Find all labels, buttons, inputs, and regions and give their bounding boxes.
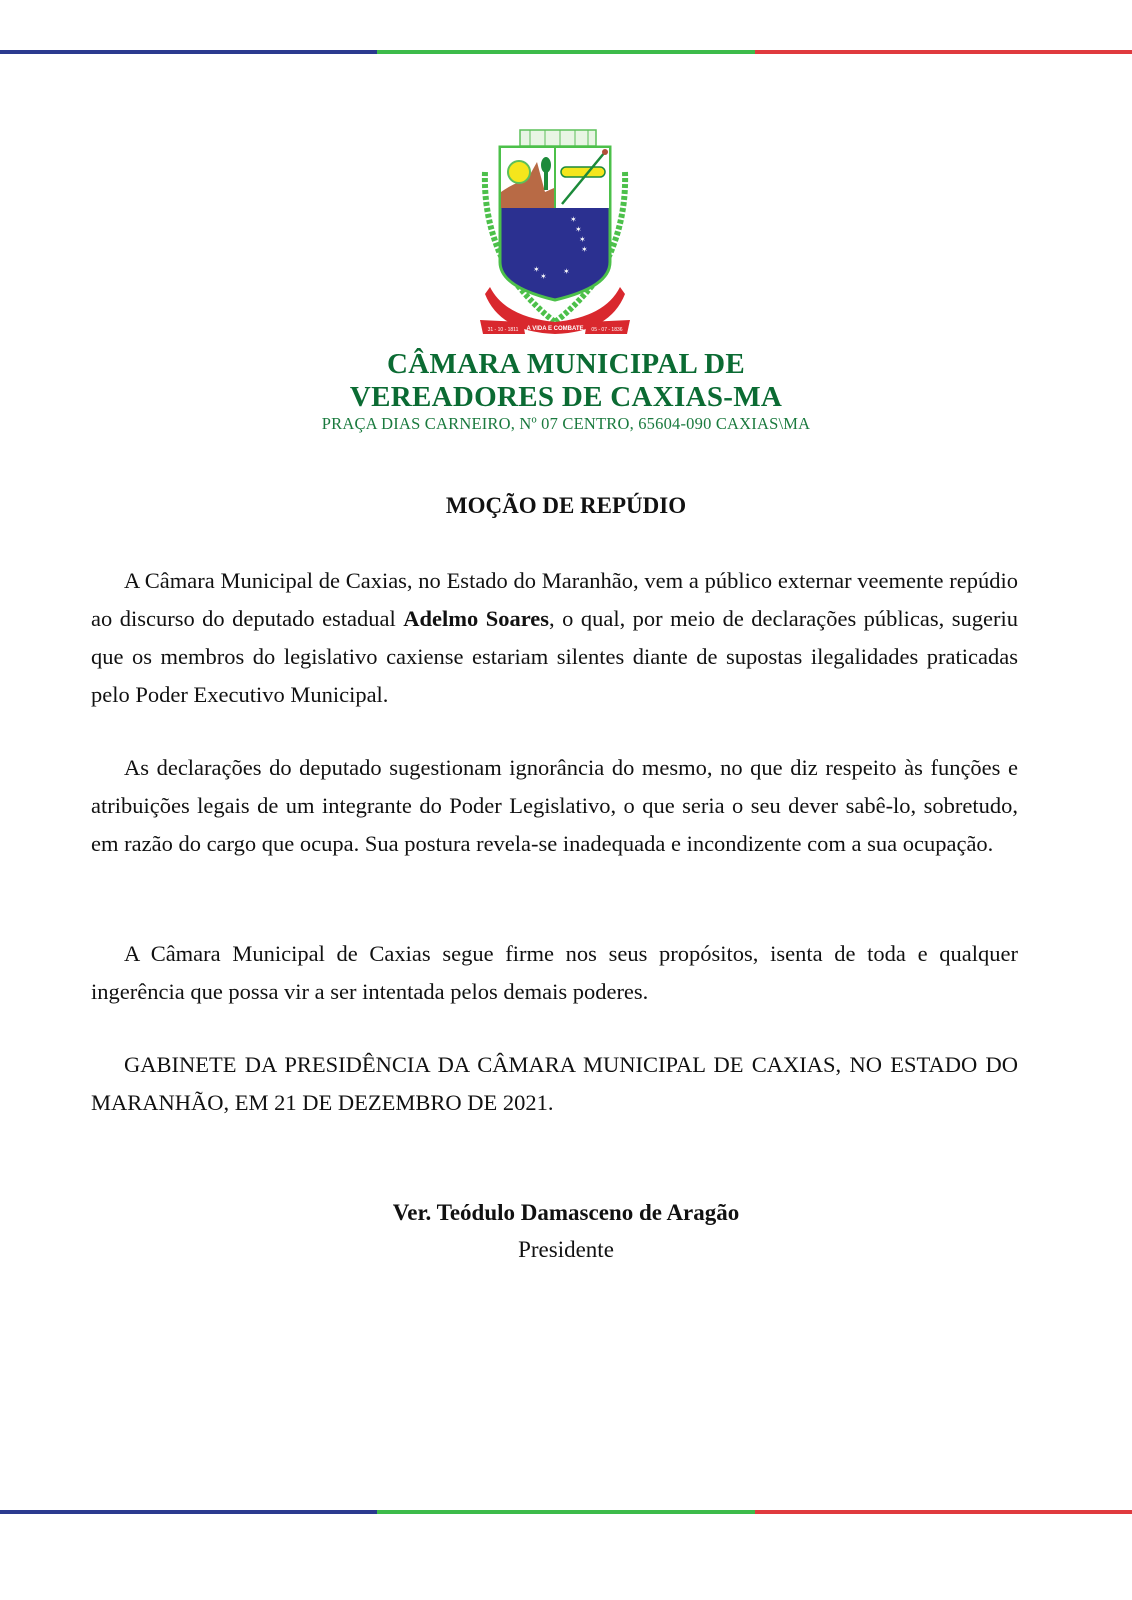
signatory-name: Ver. Teódulo Damasceno de Aragão [392, 1200, 740, 1225]
crest-date-right: 05 - 07 - 1836 [591, 327, 623, 333]
org-address: PRAÇA DIAS CARNEIRO, Nº 07 CENTRO, 65604-090 CAXIAS\MA [321, 414, 811, 433]
signatory-role: Presidente [518, 1237, 614, 1262]
svg-text:✶: ✶ [570, 215, 577, 224]
crest-motto: A VIDA E COMBATE [526, 326, 584, 332]
document-title: MOÇÃO DE REPÚDIO [445, 493, 687, 518]
paragraph-2: As declarações do deputado sugestionam ignorância do mesmo, no que diz respeito às funções e atribuições legais de um integrante do Poder Legislativo, o que seria o seu dever sabê-lo, sobretudo, em razão do cargo que ocupa. Sua postura revela-se inadequada e incondizente com a sua ocupação. [91, 755, 1018, 856]
svg-text:✶: ✶ [563, 267, 570, 276]
paragraph-4: GABINETE DA PRESIDÊNCIA DA CÂMARA MUNICIPAL DE CAXIAS, NO ESTADO DO MARANHÃO, EM 21 DE DEZEMBRO DE 2021. [91, 1052, 1018, 1115]
deputy-name: Adelmo Soares [403, 606, 550, 631]
top-color-bar [0, 50, 1132, 54]
paragraph-3: A Câmara Municipal de Caxias segue firme nos seus propósitos, isenta de toda e qualquer ingerência que possa vir a ser intentada pelos demais poderes. [91, 941, 1018, 1004]
p1-text-cont: , o qual, por meio de declarações públicas, sugeriu que os membros do legislativo caxiense estariam silentes diante de supostas ilegalidades praticadas pelo Poder Executivo Municipal. [91, 606, 1018, 707]
bottom-color-bar [0, 1510, 1132, 1514]
svg-text:✶: ✶ [540, 272, 547, 281]
p1-text: A Câmara Municipal de Caxias, no Estado do Maranhão, vem a público externar veemente repúdio ao discurso do deputado estadual [91, 568, 1018, 631]
svg-text:✶: ✶ [581, 245, 588, 254]
crest-date-left: 31 - 10 - 1811 [487, 327, 519, 333]
org-name-line1: CÂMARA MUNICIPAL DE [387, 348, 745, 380]
svg-text:✶: ✶ [579, 235, 586, 244]
svg-text:✶: ✶ [533, 265, 540, 274]
svg-text:✶: ✶ [575, 225, 582, 234]
paragraph-1 [91, 562, 1018, 714]
org-name-line2: VEREADORES DE CAXIAS-MA [349, 381, 783, 413]
municipal-crest-logo [475, 122, 635, 342]
